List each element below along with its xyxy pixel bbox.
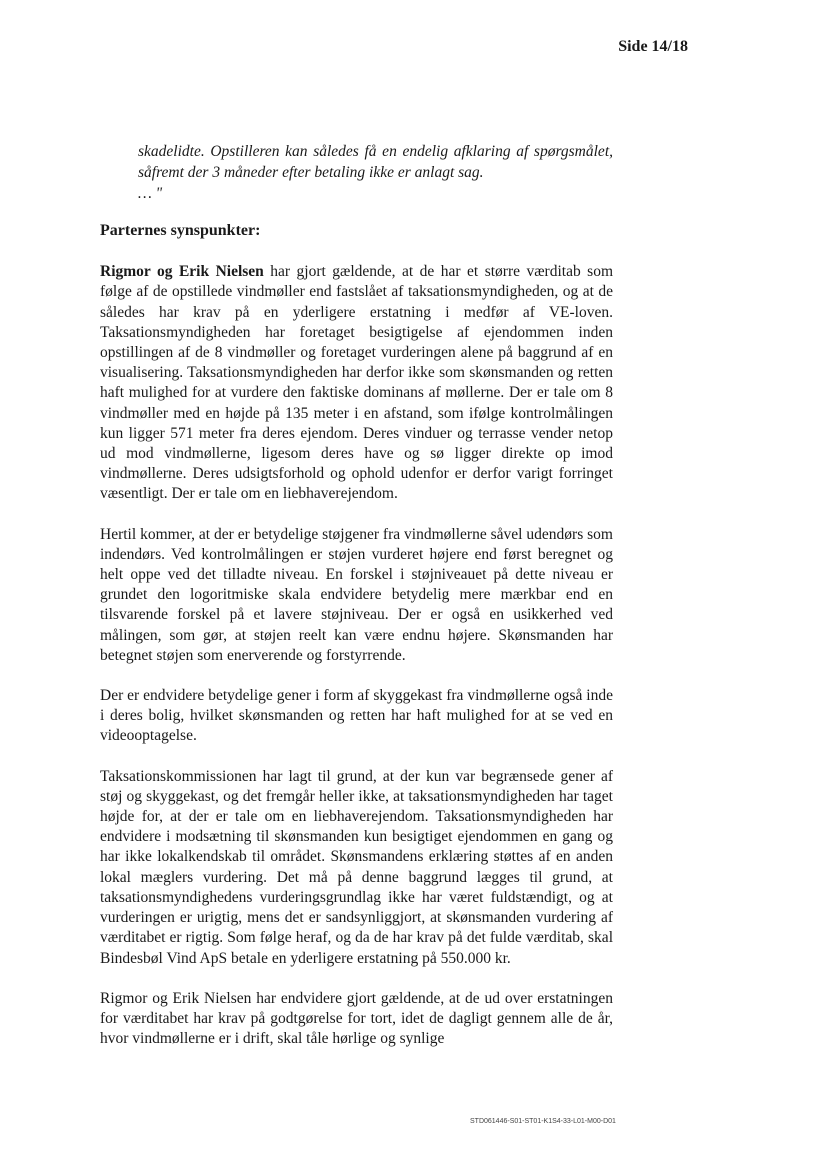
quoted-passage: [138, 141, 613, 204]
paragraph-text: har gjort gældende, at de har et større værditab som følge af de opstillede vindmøller end fastslået af taksationsmyndigheden, og at de således har krav på en yderligere erstatning i medfør af VE-loven. Taksationsmyndigheden har foretaget besigtigelse af ejendommen inden opstillingen af de 8 vindmøller og foretaget vurderingen alene på baggrund af en visualisering. Taksationsmyndigheden har derfor ikke som skønsmanden og retten haft mulighed for at vurdere den faktiske dominans af møllerne. Der er tale om 8 vindmøller med en højde på 135 meter i en afstand, som ifølge kontrolmålingen kun ligger 571 meter fra deres ejendom. Deres vinduer og terrasse vender netop ud mod vindmøllerne, ligesom deres have og sø ligger direkte op imod vindmøllerne. Deres udsigtsforhold og ophold udenfor er derfor varigt forringet væsentligt. Der er tale om en liebhaverejendom.: [100, 263, 614, 503]
paragraph-text: Der er endvidere betydelige gener i form af skyggekast fra vindmøllerne også inde i deres bolig, hvilket skønsmanden og retten har haft mulighed for at se ved en videooptagelse.: [100, 687, 613, 745]
page-number: Side 14/18: [618, 38, 688, 55]
quote-text: skadelidte. Opstilleren kan således få en endelig afklaring af spørgsmålet, såfremt der 3 måneder efter betaling ikke er anlagt sag.: [138, 143, 613, 181]
document-id-footer: STD061446-S01-ST01-K1S4-33-L01-M00-D01: [470, 1118, 616, 1125]
document-body: [100, 221, 613, 1069]
party-name: Rigmor og Erik Nielsen: [100, 263, 264, 281]
paragraph-3: [100, 686, 613, 747]
paragraph-4: [100, 767, 613, 969]
paragraph-text: Hertil kommer, at der er betydelige støjgener fra vindmøllerne såvel udendørs som indendørs. Ved kontrolmålingen er støjen vurderet højere end først beregnet og helt oppe ved det tilladte niveau. En forskel i støjniveauet på dette niveau er grundet den logoritmiske skala endvidere betydelig mere mærkbar end en tilsvarende forskel på et lavere støjniveau. Der er også en usikkerhed ved målingen, som gør, at støjen reelt kan være endnu højere. Skønsmanden har betegnet støjen som enerverende og forstyrrende.: [100, 525, 613, 664]
paragraph-1: [100, 262, 613, 504]
paragraph-text: Taksationskommissionen har lagt til grund, at der kun var begrænsede gener af støj og skyggekast, og det fremgår heller ikke, at taksationsmyndigheden har taget højde for, at der er tale om en liebhaverejendom. Taksationsmyndigheden har endvidere i modsætning til skønsmanden kun besigtiget ejendommen en gang og har ikke lokalkendskab til området. Skønsmandens erklæring støttes af en anden lokal mæglers vurdering. Det må på denne baggrund lægges til grund, at taksationsmyndighedens vurderingsgrundlag ikke har været fuldstændigt, og at vurderingen er urigtig, mens det er sandsynliggjort, at skønsmanden vurdering af værditabet er rigtig. Som følge heraf, og da de har krav på det fulde værditab, skal Bindesbøl Vind ApS betale en yderligere erstatning på 550.000 kr.: [100, 767, 613, 967]
paragraph-2: [100, 525, 613, 666]
paragraph-text: Rigmor og Erik Nielsen har endvidere gjort gældende, at de ud over erstatningen for værditabet har krav på godtgørelse for tort, idet de dagligt gennem alle de år, hvor vindmøllerne er i drift, skal tåle hørlige og synlige: [100, 989, 613, 1048]
paragraph-5: [100, 989, 613, 1050]
quote-ellipsis: … ": [138, 185, 163, 202]
section-heading: Parternes synspunkter:: [100, 222, 261, 239]
